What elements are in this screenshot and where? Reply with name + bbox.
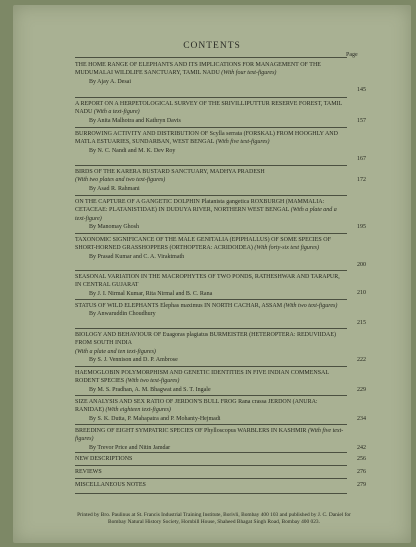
- divider-rule: [75, 366, 347, 367]
- entry-note: (With a plate and ten text-figures): [75, 348, 156, 355]
- page-column-label: Page: [346, 52, 358, 58]
- entry-authors: By Asad R. Rahmani: [89, 185, 140, 192]
- entry-note: (With forty-six text figures): [254, 245, 320, 252]
- entry-authors: By M. S. Pradhan, A. M. Bhagwat and S. T. Ingale: [89, 386, 211, 393]
- entry-page: 172: [357, 177, 366, 183]
- divider-rule: [75, 299, 347, 300]
- entry-title: BIRDS OF THE KARERA BUSTARD SANCTUARY, MADHYA PRADESH: [75, 169, 265, 175]
- entry-page: 222: [357, 357, 366, 363]
- divider-rule: [75, 478, 347, 479]
- entry-page: 157: [357, 118, 366, 124]
- entry-authors: By Trevor Price and Nitin Jamdar: [89, 444, 171, 451]
- section-page: 256: [357, 456, 366, 462]
- entry-note: (With two plates and two text-figures): [75, 177, 166, 184]
- entry-title: BIOLOGY AND BEHAVIOUR OF Euagoras plagiatus BURMEISTER (HETEROPTERA: REDUVIIDAE) FROM SOUTH INDIA: [75, 332, 336, 347]
- divider-rule: [75, 97, 347, 98]
- divider-rule: [75, 328, 347, 329]
- entry-title: BURROWING ACTIVITY AND DISTRIBUTION OF Scylla serrata (FORSKAL) FROM HOOGHLY AND MATLA ESTUARIES, SUNDARBAN, WEST BENGAL: [75, 131, 338, 146]
- divider-rule: [75, 395, 347, 396]
- section-entry[interactable]: [75, 468, 366, 476]
- divider-rule: [75, 465, 347, 466]
- printer-imprint: Printed by Bro. Paulinus at St. Francis Industrial Training Institute, Borivli, Bombay 400 103 and published by J. C. Daniel for Bombay Natural History Society, Hornbill House, Shaheed Bhagat Singh Road, Bombay 400 023.: [77, 512, 351, 526]
- entry-authors: By N. C. Nandi and M. K. Dev Roy: [89, 147, 176, 154]
- section-title: MISCELLANEOUS NOTES: [75, 482, 146, 488]
- entry-title: ON THE CAPTURE OF A GANGETIC DOLPHIN Platanista gangetica ROXBURGH (MAMMALIA: CETACEAE: PLATANISTIDAE) IN DUDUYA RIVER, NORTHERN WEST BENGAL: [75, 199, 325, 214]
- divider-rule: [75, 195, 347, 196]
- contents-entry[interactable]: [75, 273, 366, 298]
- contents-entry[interactable]: [75, 236, 366, 268]
- entry-title: TAXONOMIC SIGNIFICANCE OF THE MALE GENITALIA (EPIPHALLUS) OF SOME SPECIES OF SHORT-HORNED GRASSHOPPERS (ORTHOPTERA: ACRIDOIDEA): [75, 237, 331, 252]
- contents-entry[interactable]: [75, 198, 366, 232]
- entry-title: SEASONAL VARIATION IN THE MACROPHYTES OF TWO PONDS, RATHESHWAR AND TARAPUR, IN CENTRAL GUJARAT: [75, 274, 340, 289]
- entry-page: 242: [357, 445, 366, 451]
- divider-rule: [75, 57, 347, 58]
- entry-title: A REPORT ON A HERPETOLOGICAL SURVEY OF THE SRIVILLIPUTTUR RESERVE FOREST, TAMIL NADU: [75, 101, 342, 116]
- contents-entry[interactable]: [75, 100, 366, 125]
- divider-rule: [75, 493, 347, 494]
- entry-note: (With two text-figures): [283, 303, 338, 309]
- divider-rule: [75, 270, 347, 271]
- entry-title: HAEMOGLOBIN POLYMORPHISM AND GENETIC IDENTITIES IN FIVE INDIAN COMMENSAL RODENT SPECIES: [75, 370, 329, 385]
- contents-entry[interactable]: [75, 369, 366, 394]
- journal-back-cover: [13, 5, 411, 543]
- entry-title: THE HOME RANGE OF ELEPHANTS AND ITS IMPLICATIONS FOR MANAGEMENT OF THE MUDUMALAI WILDLIFE SANCTUARY, TAMIL NADU: [75, 62, 321, 77]
- entry-note: (With a text-figure): [93, 109, 140, 116]
- entry-authors: By Manomay Ghosh: [89, 224, 139, 231]
- contents-entry[interactable]: [75, 398, 366, 423]
- entry-authors: By S. J. Vennison and D. P. Ambrose: [89, 357, 178, 364]
- entry-note: (With four text-figures): [221, 70, 277, 77]
- contents-entry[interactable]: [75, 130, 366, 162]
- contents-entry[interactable]: [75, 427, 366, 452]
- entry-title: SIZE ANALYSIS AND SEX RATIO OF JERDON'S BULL FROG Rana crassa JERDON (ANURA: RANIDAE): [75, 399, 318, 414]
- section-title: REVIEWS: [75, 469, 102, 475]
- entry-authors: By Prasad Kumar and C. A. Viraktmath: [89, 253, 185, 260]
- section-entry[interactable]: [75, 455, 366, 463]
- section-page: 279: [357, 482, 366, 488]
- entry-note: (With five text-figures): [215, 139, 270, 146]
- contents-entry[interactable]: [75, 302, 366, 326]
- divider-rule: [75, 424, 347, 425]
- entry-page: 200: [357, 262, 366, 268]
- contents-entry[interactable]: [75, 61, 366, 93]
- divider-rule: [75, 165, 347, 166]
- section-page: 276: [357, 469, 366, 475]
- entry-page: 167: [357, 156, 366, 162]
- entry-page: 145: [357, 87, 366, 93]
- entry-note: (With two text-figures): [125, 378, 180, 385]
- entry-authors: By S. K. Dutta, P. Mahapatra and P. Mohanty-Hejmadi: [89, 415, 221, 422]
- divider-rule: [75, 452, 347, 453]
- entry-page: 195: [357, 224, 366, 230]
- entry-page: 234: [357, 416, 366, 422]
- entry-page: 215: [357, 320, 366, 326]
- contents-entry[interactable]: [75, 168, 366, 193]
- section-entry[interactable]: [75, 481, 366, 489]
- entry-title: BREEDING OF EIGHT SYMPATRIC SPECIES OF Phylloscopus WARBLERS IN KASHMIR: [75, 428, 307, 434]
- entry-page: 229: [357, 387, 366, 393]
- entry-note: (With a plate and a text-figure): [75, 207, 337, 222]
- section-title: NEW DESCRIPTIONS: [75, 456, 133, 462]
- contents-entry[interactable]: [75, 331, 366, 365]
- entry-authors: By Anita Malhotra and Kathryn Davis: [89, 117, 181, 124]
- entry-authors: By Ajay A. Desai: [89, 78, 131, 85]
- contents-heading: CONTENTS: [183, 41, 241, 51]
- divider-rule: [75, 233, 347, 234]
- entry-title: STATUS OF WILD ELEPHANTS Elephas maximus IN NORTH CACHAR, ASSAM: [75, 303, 283, 309]
- entry-note: (With five text-figures): [75, 428, 344, 443]
- entry-authors: By J. I. Nirmal Kumar, Rita Nirmal and B. C. Rana: [89, 290, 213, 297]
- entry-note: (With eighteen text-figures): [105, 407, 171, 414]
- divider-rule: [75, 127, 347, 128]
- entry-page: 210: [357, 290, 366, 296]
- entry-authors: By Anwaruddin Choudhury: [89, 311, 156, 318]
